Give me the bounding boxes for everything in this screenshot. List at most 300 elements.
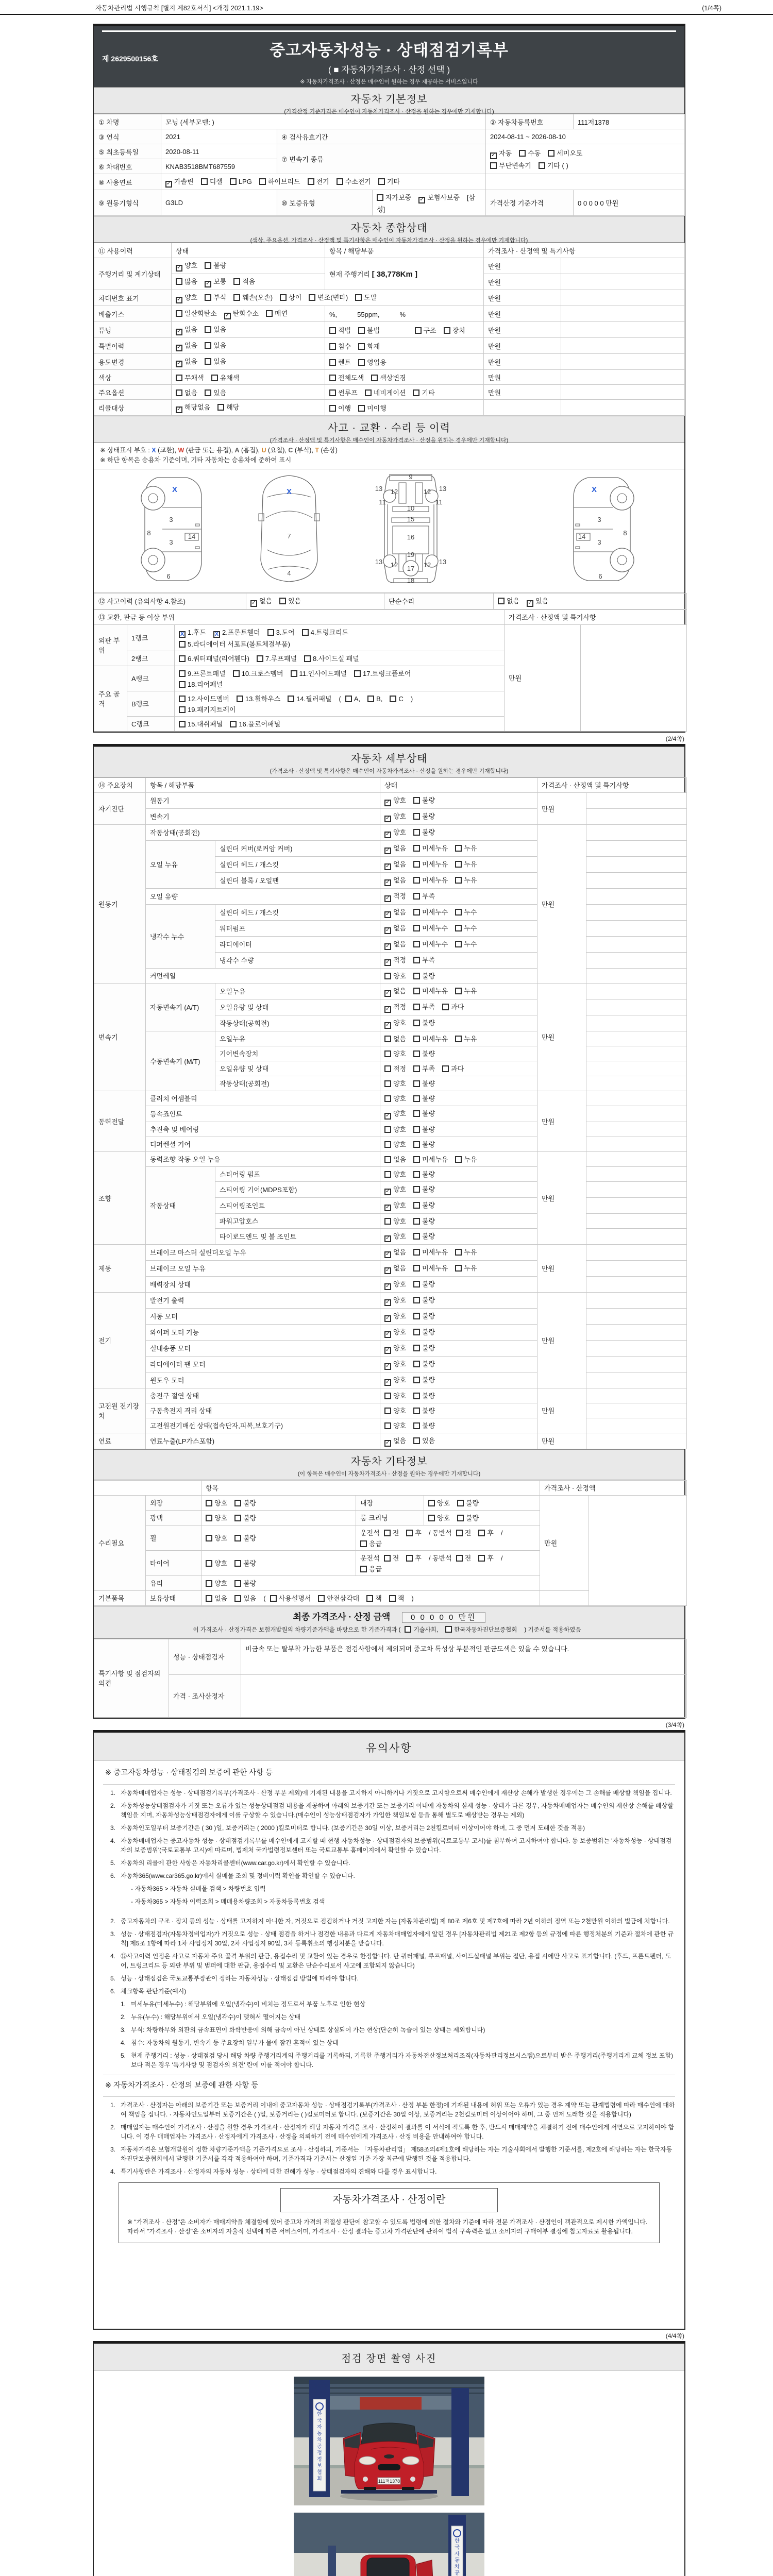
diagram-part-number: 16 <box>407 533 415 541</box>
detail-item-label: 타이로드엔드 및 볼 조인트 <box>215 1228 380 1244</box>
checkbox[interactable] <box>442 1065 449 1072</box>
checkbox-label: 기타 <box>422 388 435 397</box>
checkbox[interactable] <box>206 1560 212 1567</box>
checkbox[interactable] <box>498 598 505 604</box>
checkbox[interactable] <box>490 152 497 159</box>
option <box>176 324 197 336</box>
checkbox[interactable] <box>455 861 462 868</box>
checkbox[interactable] <box>179 681 186 688</box>
title-box <box>94 26 684 87</box>
checkbox[interactable] <box>413 1422 420 1429</box>
checkbox[interactable] <box>406 1555 413 1562</box>
checkbox[interactable] <box>179 641 186 648</box>
checkbox[interactable] <box>358 343 365 350</box>
checkbox[interactable] <box>206 1535 212 1541</box>
detail-status-options <box>380 1228 537 1244</box>
checkbox[interactable] <box>384 959 391 966</box>
reg-no-label: ② 자동차등록번호 <box>486 114 574 129</box>
checkbox[interactable] <box>384 848 391 854</box>
checkbox[interactable] <box>384 1440 391 1447</box>
option <box>413 1078 435 1089</box>
checkbox[interactable] <box>280 294 287 301</box>
state-symbol-note2: ※ 하단 항목은 승용차 기준이며, 기타 자동차는 승용차에 준하여 표시 <box>100 456 292 464</box>
checkbox[interactable] <box>384 927 391 934</box>
checkbox[interactable] <box>406 1530 413 1536</box>
mileage-prefix: 현재 주행거리 <box>329 270 370 278</box>
checkbox[interactable] <box>205 358 211 365</box>
diagram-part-number: 18 <box>407 576 415 584</box>
notice-item-text: 부식: 차량하부와 외판의 금속표면이 화학반응에 의해 금속이 아닌 상태로 상실되어 가는 현상(단순히 녹슬어 있는 상태는 제외합니다) <box>131 2026 485 2033</box>
checkbox[interactable] <box>384 1080 391 1087</box>
checkbox[interactable] <box>205 389 211 396</box>
checkbox[interactable] <box>384 1393 391 1399</box>
detail-note-cell <box>586 1388 687 1403</box>
checkbox[interactable] <box>205 281 211 287</box>
checkbox[interactable] <box>176 310 182 317</box>
checkbox[interactable] <box>279 598 286 604</box>
checkbox[interactable] <box>266 310 273 317</box>
option <box>217 401 239 412</box>
checkbox[interactable] <box>354 670 361 677</box>
checkbox[interactable] <box>413 1297 420 1303</box>
checkbox[interactable] <box>418 197 425 204</box>
detail-status-options <box>380 1340 537 1356</box>
checkbox[interactable] <box>413 973 420 979</box>
checkbox[interactable] <box>384 1530 391 1536</box>
checkbox-label: 썬루프 <box>338 388 358 397</box>
checkbox[interactable] <box>455 988 462 994</box>
checkbox[interactable] <box>250 600 257 607</box>
checkbox[interactable] <box>384 1205 391 1211</box>
option <box>354 668 411 679</box>
checkbox[interactable] <box>413 957 420 963</box>
checkbox[interactable] <box>329 375 336 381</box>
checkbox[interactable] <box>366 1595 373 1602</box>
checkbox[interactable] <box>384 1422 391 1429</box>
checkbox[interactable] <box>233 294 240 301</box>
checkbox[interactable] <box>413 1080 420 1087</box>
checkbox[interactable] <box>179 696 186 702</box>
checkbox-label: 양호 <box>393 1296 407 1304</box>
checkbox[interactable] <box>384 1299 391 1306</box>
checkbox-label: 없음 <box>393 924 407 932</box>
checkbox[interactable] <box>455 1265 462 1272</box>
checkbox[interactable] <box>413 1186 420 1193</box>
checkbox[interactable] <box>176 375 182 381</box>
checkbox[interactable] <box>179 655 186 662</box>
checkbox[interactable] <box>413 1345 420 1351</box>
checkbox[interactable] <box>384 1331 391 1338</box>
checkbox-label: 불량 <box>213 262 227 269</box>
option <box>413 954 435 965</box>
checkbox[interactable] <box>318 1595 325 1602</box>
checkbox[interactable] <box>457 1515 464 1521</box>
checkbox[interactable] <box>390 696 396 702</box>
checkbox[interactable] <box>329 343 336 350</box>
checkbox[interactable] <box>413 861 420 868</box>
checkbox[interactable] <box>413 1265 420 1272</box>
checkbox-label: 양호 <box>393 1217 407 1226</box>
checkbox[interactable] <box>413 797 420 804</box>
checkbox[interactable] <box>384 1555 391 1562</box>
checkbox[interactable] <box>302 629 309 636</box>
checkbox[interactable] <box>519 150 526 157</box>
checkbox[interactable] <box>230 721 237 727</box>
option-text: 운전석 <box>360 1529 380 1537</box>
checkbox[interactable] <box>384 1095 391 1102</box>
checkbox-label: 없음 <box>507 597 520 605</box>
option <box>413 1199 435 1210</box>
checkbox[interactable] <box>413 893 420 900</box>
checkbox[interactable] <box>291 670 297 677</box>
checkbox[interactable] <box>384 973 391 979</box>
checkbox[interactable] <box>267 629 274 636</box>
checkbox[interactable] <box>384 832 391 838</box>
checkbox[interactable] <box>179 706 186 713</box>
checkbox[interactable] <box>413 1233 420 1240</box>
checkbox[interactable] <box>360 1540 367 1547</box>
checkbox[interactable] <box>270 1595 277 1602</box>
price-cell: 만원 <box>484 322 561 338</box>
checkbox[interactable] <box>206 1500 212 1506</box>
checkbox[interactable] <box>358 359 365 366</box>
checkbox[interactable] <box>217 404 224 411</box>
diagram-part-number: 9 <box>409 472 413 481</box>
notice-item <box>103 2123 675 2141</box>
checkbox[interactable] <box>211 375 218 381</box>
checkbox[interactable] <box>413 1171 420 1178</box>
checkbox[interactable] <box>329 389 336 396</box>
checkbox[interactable] <box>413 941 420 947</box>
checkbox[interactable] <box>384 1156 391 1163</box>
checkbox[interactable] <box>413 1050 420 1057</box>
checkbox[interactable] <box>384 911 391 918</box>
checkbox[interactable] <box>384 1283 391 1290</box>
checkbox[interactable] <box>257 655 263 662</box>
checkbox[interactable] <box>384 943 391 950</box>
checkbox[interactable] <box>176 278 182 285</box>
checkbox[interactable] <box>405 1626 411 1633</box>
checkbox[interactable] <box>455 941 462 947</box>
checkbox[interactable] <box>428 1515 435 1521</box>
option <box>355 292 377 302</box>
checkbox[interactable] <box>176 389 182 396</box>
checkbox[interactable] <box>413 845 420 852</box>
checkbox[interactable] <box>384 1006 391 1013</box>
checkbox[interactable] <box>384 1379 391 1386</box>
checkbox[interactable] <box>384 816 391 822</box>
checkbox[interactable] <box>539 162 545 169</box>
checkbox[interactable] <box>478 1555 485 1562</box>
checkbox[interactable] <box>206 1580 212 1587</box>
basic-items-price-cell <box>540 1590 589 1605</box>
checkbox[interactable] <box>413 1313 420 1319</box>
option <box>384 1246 406 1259</box>
checkbox[interactable] <box>413 988 420 994</box>
checkbox[interactable] <box>384 1235 391 1242</box>
checkbox[interactable] <box>413 1281 420 1287</box>
checkbox[interactable] <box>455 925 462 931</box>
checkbox[interactable] <box>413 1095 420 1102</box>
checkbox[interactable] <box>176 297 182 303</box>
checkbox[interactable] <box>384 1141 391 1148</box>
checkbox[interactable] <box>179 721 186 727</box>
option <box>413 1262 448 1273</box>
section-detail <box>93 744 685 1719</box>
option <box>384 1093 406 1104</box>
checkbox[interactable] <box>384 800 391 806</box>
detail-note-cell <box>586 1403 687 1418</box>
holding-status-label: 보유상태 <box>146 1590 201 1605</box>
checkbox[interactable] <box>413 1036 420 1042</box>
checkbox[interactable] <box>234 1560 241 1567</box>
checkbox[interactable] <box>413 1110 420 1117</box>
checkbox-label: 잭 <box>375 1595 382 1603</box>
note-cell <box>561 290 685 306</box>
checkbox-label: 양호 <box>393 1328 407 1336</box>
checkbox[interactable] <box>413 813 420 820</box>
checkbox[interactable] <box>176 406 182 413</box>
detail-status-options <box>380 1181 537 1197</box>
checkbox[interactable] <box>384 1267 391 1274</box>
checkbox[interactable] <box>205 326 211 333</box>
checkbox[interactable] <box>415 327 422 334</box>
checkbox-label: 상이 <box>289 294 302 301</box>
checkbox[interactable] <box>384 1315 391 1322</box>
checkbox[interactable] <box>384 1050 391 1057</box>
checkbox[interactable] <box>233 670 240 677</box>
price-appraisal-infobox <box>119 2182 660 2243</box>
option <box>211 372 240 383</box>
checkbox[interactable] <box>413 1408 420 1414</box>
checkbox[interactable] <box>455 1036 462 1042</box>
checkbox[interactable] <box>413 877 420 884</box>
note-cell <box>561 338 685 354</box>
checkbox[interactable] <box>358 327 365 334</box>
checkbox-label: 양호 <box>393 812 407 820</box>
checkbox[interactable] <box>445 1626 452 1633</box>
option <box>384 1001 406 1013</box>
option <box>390 694 403 703</box>
option <box>179 653 249 664</box>
checkbox[interactable] <box>384 1065 391 1072</box>
checkbox[interactable] <box>308 178 314 185</box>
option <box>413 387 434 398</box>
checkbox[interactable] <box>234 1500 241 1506</box>
option <box>456 1552 472 1563</box>
checkbox[interactable] <box>259 178 266 185</box>
checkbox[interactable] <box>384 1036 391 1042</box>
detail-item-label: 오일 유량 <box>146 888 380 904</box>
diagram-part-number: 14 <box>578 532 586 540</box>
checkbox-label: 양호 <box>214 1499 228 1507</box>
checkbox[interactable] <box>384 1171 391 1178</box>
checkbox[interactable] <box>413 1218 420 1225</box>
option <box>259 176 300 187</box>
exterior-options <box>201 1495 356 1510</box>
notice-item-number: 1. <box>121 2000 126 2008</box>
checkbox[interactable] <box>233 278 240 285</box>
checkbox[interactable] <box>444 327 450 334</box>
checkbox[interactable] <box>413 1020 420 1026</box>
checkbox[interactable] <box>384 879 391 886</box>
checkbox[interactable] <box>384 1218 391 1225</box>
checkbox[interactable] <box>371 375 378 381</box>
checkbox[interactable] <box>345 696 352 702</box>
checkbox[interactable] <box>413 1004 420 1010</box>
checkbox[interactable] <box>176 265 182 272</box>
checkbox[interactable] <box>455 845 462 852</box>
checkbox[interactable] <box>384 863 391 870</box>
checkbox[interactable] <box>455 1156 462 1163</box>
checkbox[interactable] <box>384 1189 391 1195</box>
checkbox[interactable] <box>205 294 211 301</box>
checkbox[interactable] <box>206 1515 212 1521</box>
checkbox[interactable] <box>205 342 211 349</box>
notice-item-text: - 자동차365 > 자동차 실매물 검색 > 차량번호 입력 <box>131 1885 266 1892</box>
checkbox[interactable] <box>413 1393 420 1399</box>
checkbox[interactable] <box>413 1377 420 1383</box>
option <box>413 1215 435 1226</box>
checkbox[interactable] <box>329 327 336 334</box>
checkbox[interactable] <box>230 178 237 185</box>
option <box>405 1625 438 1634</box>
checkbox[interactable] <box>378 178 385 185</box>
checkbox[interactable] <box>389 1595 396 1602</box>
checkbox[interactable] <box>413 1141 420 1148</box>
checkbox[interactable] <box>165 181 172 188</box>
checkbox[interactable] <box>413 1126 420 1133</box>
option <box>384 1342 406 1354</box>
detail-note-cell <box>586 1356 687 1372</box>
checkbox[interactable] <box>428 1500 435 1506</box>
checkbox[interactable] <box>234 1535 241 1541</box>
checkbox[interactable] <box>413 1249 420 1256</box>
checkbox[interactable] <box>367 696 374 702</box>
checkbox[interactable]: X <box>179 631 186 638</box>
checkbox[interactable] <box>384 895 391 902</box>
detail-note-cell <box>586 904 687 920</box>
checkbox[interactable] <box>413 1329 420 1335</box>
detail-note-cell <box>586 1324 687 1340</box>
checkbox[interactable] <box>234 1515 241 1521</box>
notice-item-number: 5. <box>121 2052 126 2059</box>
detail-price-cell: 만원 <box>537 1244 586 1292</box>
option <box>384 985 406 997</box>
device-sub-label: 작동상태 <box>146 1166 215 1244</box>
checkbox[interactable] <box>455 909 462 916</box>
checkbox[interactable] <box>457 1500 464 1506</box>
checkbox[interactable] <box>201 178 208 185</box>
checkbox[interactable] <box>413 389 419 396</box>
checkbox[interactable] <box>329 359 336 366</box>
checkbox[interactable] <box>234 1595 241 1602</box>
checkbox[interactable] <box>413 1437 420 1444</box>
checkbox[interactable] <box>176 329 182 335</box>
option <box>345 694 360 703</box>
checkbox-label: 후 <box>415 1554 422 1562</box>
detail-item-label: 작동상태(공회전) <box>146 824 380 840</box>
checkbox[interactable] <box>384 1022 391 1029</box>
checkbox[interactable] <box>456 1530 463 1536</box>
checkbox[interactable] <box>384 1408 391 1414</box>
checkbox[interactable] <box>548 150 554 157</box>
option <box>413 1246 448 1257</box>
checkbox[interactable] <box>478 1530 485 1536</box>
checkbox[interactable] <box>456 1555 463 1562</box>
tuning-label: 튜닝 <box>94 322 172 338</box>
option <box>234 1512 256 1523</box>
checkbox-label: 잭 <box>397 1595 405 1603</box>
checkbox[interactable] <box>224 313 231 319</box>
interior-options <box>424 1495 540 1510</box>
state-symbol-desc: (요철), <box>266 447 289 454</box>
checkbox[interactable] <box>176 345 182 351</box>
checkbox[interactable] <box>237 696 243 702</box>
option <box>455 906 477 917</box>
checkbox[interactable] <box>442 1004 449 1010</box>
checkbox[interactable] <box>455 877 462 884</box>
detail-note-cell <box>586 1260 687 1276</box>
checkbox[interactable] <box>206 1595 212 1602</box>
checkbox-label: 자가보증 <box>385 194 412 201</box>
checkbox[interactable] <box>355 294 362 301</box>
vin-mark-options <box>172 290 484 306</box>
detail-col-price: 가격조사 · 산정액 및 특기사항 <box>537 777 687 792</box>
checkbox-label: 있음 <box>213 388 227 397</box>
checkbox[interactable] <box>176 361 182 367</box>
checkbox[interactable] <box>384 1113 391 1120</box>
checkbox[interactable] <box>377 194 383 201</box>
checkbox[interactable] <box>413 1156 420 1163</box>
checkbox[interactable] <box>384 1126 391 1133</box>
checkbox[interactable] <box>455 1249 462 1256</box>
detail-item-label: 클러치 어셈블리 <box>146 1091 380 1106</box>
checkbox[interactable] <box>234 1580 241 1587</box>
checkbox[interactable]: X <box>213 631 220 638</box>
checkbox[interactable] <box>304 655 311 662</box>
checkbox[interactable] <box>309 294 315 301</box>
checkbox[interactable] <box>205 262 211 269</box>
diagram-part-number: 17 <box>407 564 415 572</box>
checkbox[interactable] <box>179 670 186 677</box>
checkbox[interactable] <box>413 1361 420 1367</box>
detail-subtitle: (가격조사 · 산정액 및 특기사항은 매수인이 자동차가격조사 · 산정을 원하는 경우에만 기재합니다) <box>270 768 509 774</box>
checkbox[interactable] <box>337 178 343 185</box>
checkbox[interactable] <box>413 1202 420 1209</box>
checkbox[interactable] <box>360 1566 367 1572</box>
checkbox[interactable] <box>527 600 533 607</box>
checkbox[interactable] <box>365 389 372 396</box>
checkbox[interactable] <box>384 990 391 997</box>
checkbox[interactable] <box>384 1251 391 1258</box>
rank2-items <box>175 651 505 666</box>
state-symbol-desc: (손상) <box>318 447 338 454</box>
option <box>519 147 541 158</box>
checkbox[interactable] <box>413 909 420 916</box>
checkbox-label: 양호 <box>393 828 407 836</box>
checkbox-label: 일산화탄소 <box>184 310 217 317</box>
checkbox[interactable] <box>413 1065 420 1072</box>
checkbox[interactable] <box>413 925 420 931</box>
checkbox[interactable] <box>490 162 497 169</box>
checkbox[interactable] <box>329 405 336 412</box>
checkbox[interactable] <box>413 829 420 836</box>
checkbox[interactable] <box>384 1347 391 1354</box>
checkbox[interactable] <box>358 405 365 412</box>
checkbox[interactable] <box>288 696 294 702</box>
checkbox[interactable] <box>384 1363 391 1370</box>
